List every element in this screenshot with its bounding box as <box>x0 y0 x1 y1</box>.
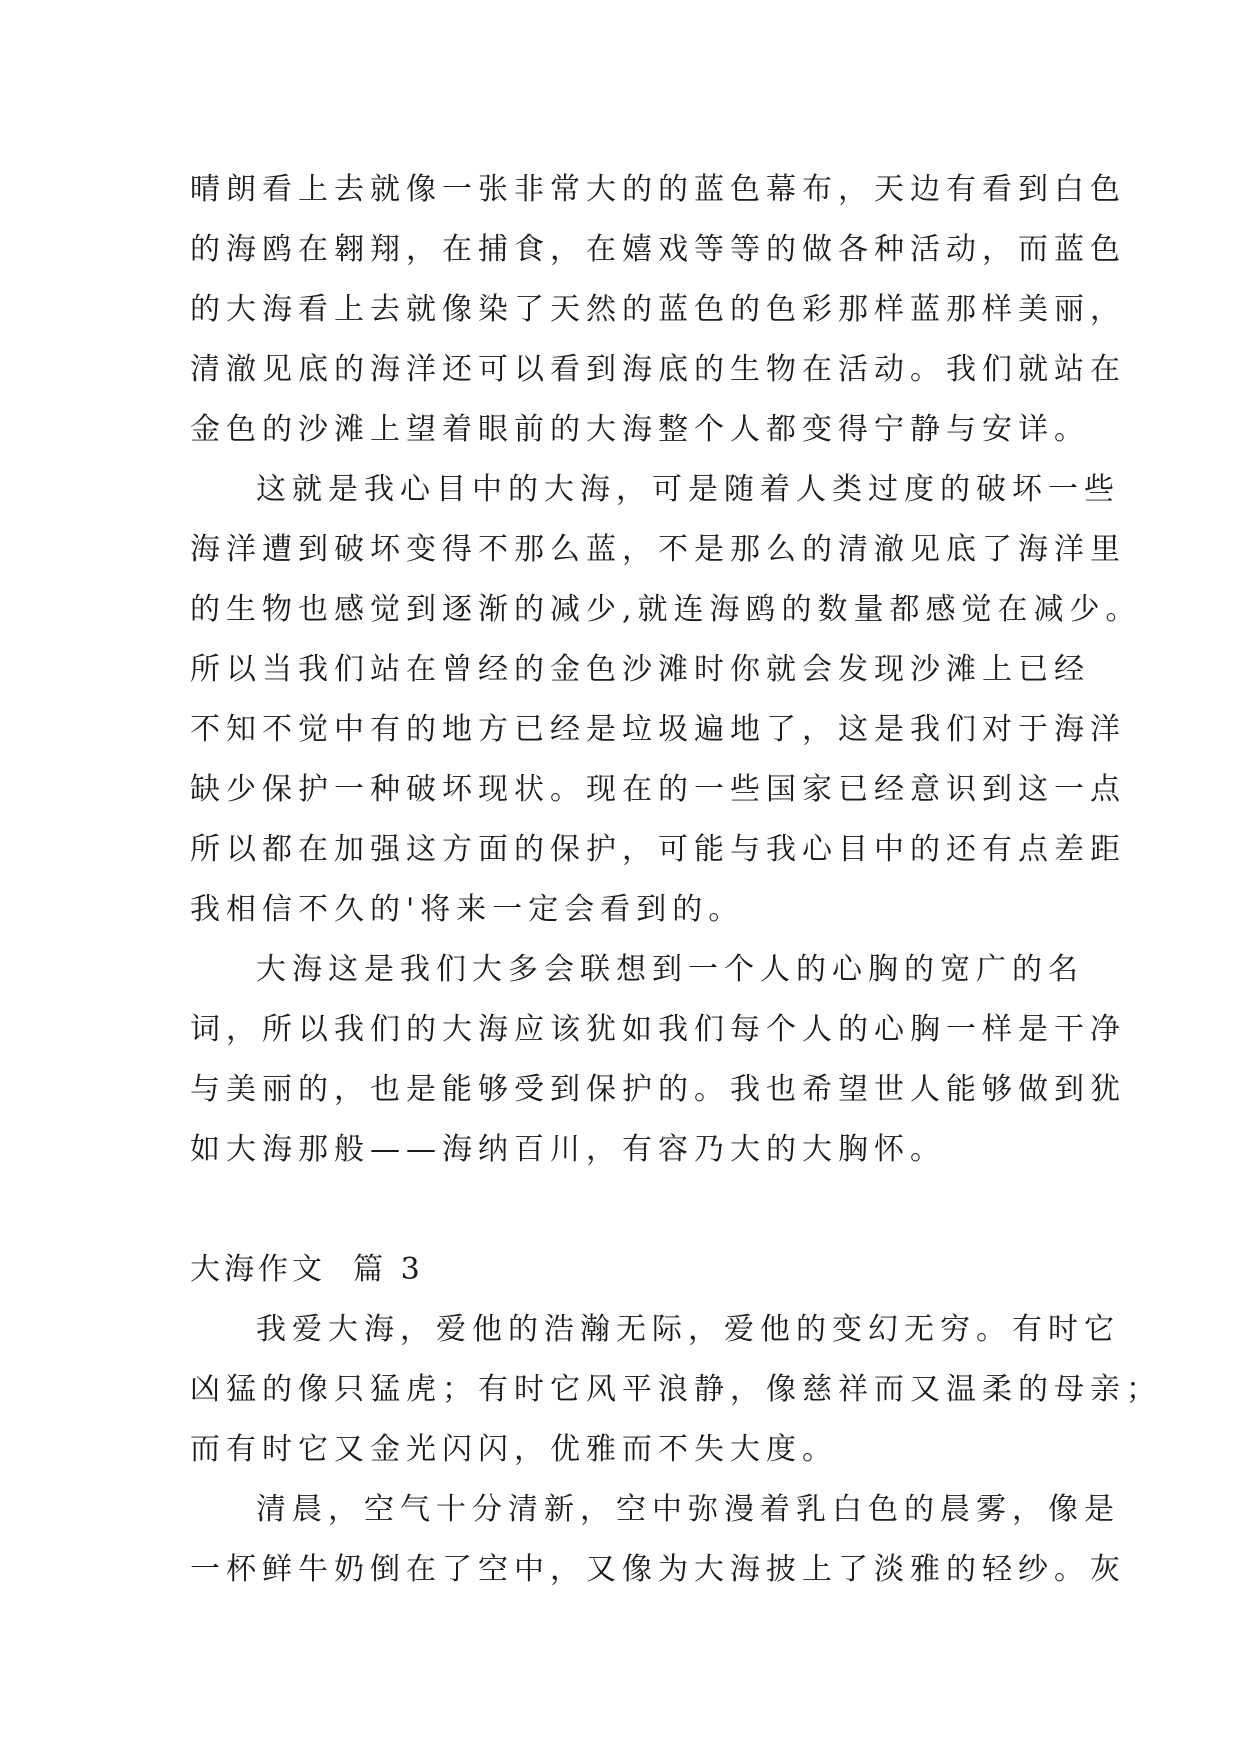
text-line: 大海这是我们大多会联想到一个人的心胸的宽广的名 <box>256 952 1084 987</box>
text-line: 凶猛的像只猛虎；有时它风平浪静，像慈祥而又温柔的母亲； <box>190 1372 1162 1407</box>
paragraph-2 <box>190 460 1142 940</box>
text-line: 的海鸥在翱翔，在捕食，在嬉戏等等的做各种活动，而蓝色 <box>190 232 1126 267</box>
text-line: 缺少保护一种破坏现状。现在的一些国家已经意识到这一点 <box>190 772 1126 807</box>
text-line: 如大海那般——海纳百川，有容乃大的大胸怀。 <box>190 1132 946 1167</box>
text-line: 晴朗看上去就像一张非常大的的蓝色幕布，天边有看到白色 <box>190 172 1126 207</box>
text-line: 与美丽的，也是能够受到保护的。我也希望世人能够做到犹 <box>190 1072 1126 1107</box>
text-line: 金色的沙滩上望着眼前的大海整个人都变得宁静与安详。 <box>190 412 1090 447</box>
document-body <box>190 160 1162 1600</box>
text-line: 清晨，空气十分清新，空中弥漫着乳白色的晨雾，像是 <box>256 1492 1120 1527</box>
text-line: 的大海看上去就像染了天然的蓝色的色彩那样蓝那样美丽， <box>190 292 1126 327</box>
paragraph-3 <box>190 940 1126 1180</box>
text-line: 我相信不久的'将来一定会看到的。 <box>190 892 745 927</box>
paragraph-4 <box>190 1300 1162 1480</box>
section-spacer <box>190 1180 1070 1240</box>
paragraph-1 <box>190 160 1126 460</box>
text-line: 清澈见底的海洋还可以看到海底的生物在活动。我们就站在 <box>190 352 1126 387</box>
text-line: 这就是我心目中的大海，可是随着人类过度的破坏一些 <box>256 472 1120 507</box>
text-line: 而有时它又金光闪闪，优雅而不失大度。 <box>190 1432 838 1467</box>
text-line: 一杯鲜牛奶倒在了空中，又像为大海披上了淡雅的轻纱。灰 <box>190 1552 1126 1587</box>
text-line: 所以当我们站在曾经的金色沙滩时你就会发现沙滩上已经 <box>190 652 1090 687</box>
section-heading: 大海作文 篇 3 <box>190 1252 424 1287</box>
text-line: 词，所以我们的大海应该犹如我们每个人的心胸一样是干净 <box>190 1012 1126 1047</box>
text-line: 的生物也感觉到逐渐的减少,就连海鸥的数量都感觉在减少。 <box>190 592 1142 627</box>
text-line: 所以都在加强这方面的保护，可能与我心目中的还有点差距 <box>190 832 1126 867</box>
paragraph-5 <box>190 1480 1126 1600</box>
text-line: 不知不觉中有的地方已经是垃圾遍地了，这是我们对于海洋 <box>190 712 1126 747</box>
text-line: 我爱大海，爱他的浩瀚无际，爱他的变幻无穷。有时它 <box>256 1312 1120 1347</box>
text-line: 海洋遭到破坏变得不那么蓝，不是那么的清澈见底了海洋里 <box>190 532 1126 567</box>
